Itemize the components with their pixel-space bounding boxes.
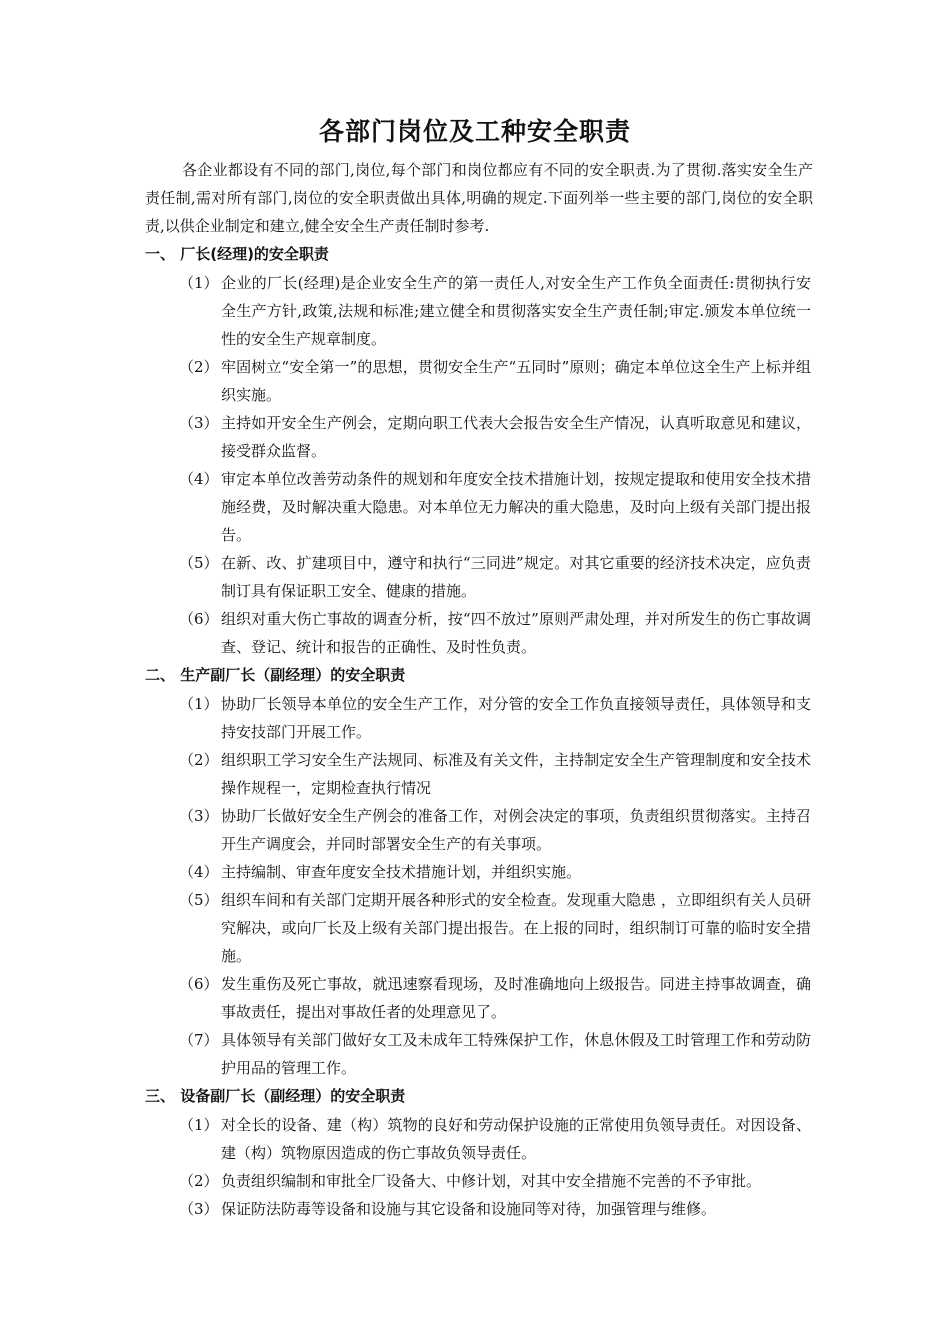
list-item [145, 353, 815, 409]
list-item [145, 269, 815, 353]
item-text: 发生重伤及死亡事故，就迅速察看现场，及时准确地向上级报告。同进主持事故调查，确事故责任，提出对事故任者的处理意见了。 [221, 975, 811, 1021]
document-title: 各部门岗位及工种安全职责 [318, 117, 631, 146]
item-text: 组织职工学习安全生产法规同、标准及有关文件，主持制定安全生产管理制度和安全技术操作规程一，定期检查执行情况 [221, 751, 811, 797]
item-number: （6） [179, 610, 219, 628]
list-item [145, 1111, 815, 1167]
document-body [145, 240, 815, 1223]
item-number: （1） [179, 695, 219, 713]
list-item [145, 690, 815, 746]
item-text: 组织对重大伤亡事故的调查分析，按“四不放过”原则严肃处理，并对所发生的伤亡事故调查、登记、统计和报告的正确性、及时性负责。 [221, 610, 811, 656]
section-heading: 一、 厂长(经理)的安全职责 [145, 245, 329, 263]
list-item [145, 970, 815, 1026]
intro-paragraph: 各企业都设有不同的部门,岗位,每个部门和岗位都应有不同的安全职责.为了贯彻.落实安全生产责任制,需对所有部门,岗位的安全职责做出具体,明确的规定.下面列举一些主要的部门,岗位的安全职责,以供企业制定和建立,健全安全生产责任制时参考. [145, 161, 813, 235]
item-text: 协助厂长做好安全生产例会的准备工作，对例会决定的事项，负责组织贯彻落实。主持召开生产调度会，并同时部署安全生产的有关事项。 [221, 807, 811, 853]
list-item [145, 886, 815, 970]
item-text: 保证防法防毒等设备和设施与其它设备和设施同等对待，加强管理与维修。 [221, 1200, 717, 1218]
item-text: 协助厂长领导本单位的安全生产工作，对分管的安全工作负直接领导责任，具体领导和支持安技部门开展工作。 [221, 695, 811, 741]
item-number: （2） [179, 751, 219, 769]
item-number: （4） [179, 863, 219, 881]
item-number: （7） [179, 1031, 219, 1049]
list-item [145, 1167, 815, 1195]
section-factory-director [145, 240, 815, 661]
item-number: （5） [179, 891, 219, 909]
list-item [145, 465, 815, 549]
item-text: 负责组织编制和审批全厂设备大、中修计划，对其中安全措施不完善的不予审批。 [221, 1172, 762, 1190]
item-text: 企业的厂长(经理)是企业安全生产的第一责任人,对安全生产工作负全面责任:贯彻执行安全生产方针,政策,法规和标准;建立健全和贯彻落实安全生产责任制;审定.颁发本单位统一性的安全生产规章制度。 [221, 274, 811, 348]
section-production-deputy [145, 661, 815, 1082]
list-item [145, 605, 815, 661]
item-number: （4） [179, 470, 219, 488]
item-number: （5） [179, 554, 219, 572]
list-item [145, 409, 815, 465]
list-item [145, 802, 815, 858]
section-equipment-deputy [145, 1082, 815, 1223]
item-number: （6） [179, 975, 219, 993]
list-item [145, 549, 815, 605]
item-number: （3） [179, 807, 219, 825]
section-heading: 三、 设备副厂长（副经理）的安全职责 [145, 1087, 406, 1105]
item-text: 主持编制、审查年度安全技术措施计划，并组织实施。 [221, 863, 582, 881]
item-text: 在新、改、扩建项目中，遵守和执行“三同进”规定。对其它重要的经济技术决定，应负责制订具有保证职工安全、健康的措施。 [221, 554, 811, 600]
item-text: 对全长的设备、建（构）筑物的良好和劳动保护设施的正常使用负领导责任。对因设备、建（构）筑物原因造成的伤亡事故负领导责任。 [221, 1116, 811, 1162]
item-number: （2） [179, 358, 219, 376]
item-text: 具体领导有关部门做好女工及未成年工特殊保护工作，休息休假及工时管理工作和劳动防护用品的管理工作。 [221, 1031, 811, 1077]
list-item [145, 858, 815, 886]
list-item [145, 1026, 815, 1082]
list-item [145, 746, 815, 802]
item-text: 组织车间和有关部门定期开展各种形式的安全检查。发现重大隐患 ，立即组织有关人员研究解决，或向厂长及上级有关部门提出报告。在上报的同时，组织制订可靠的临时安全措施。 [221, 891, 811, 965]
item-text: 主持如开安全生产例会，定期向职工代表大会报告安全生产情况，认真听取意见和建议，接受群众监督。 [221, 414, 811, 460]
item-number: （3） [179, 1200, 219, 1218]
list-item [145, 1195, 815, 1223]
item-text: 审定本单位改善劳动条件的规划和年度安全技术措施计划，按规定提取和使用安全技术措施经费，及时解决重大隐患。对本单位无力解决的重大隐患，及时向上级有关部门提出报告。 [221, 470, 811, 544]
item-number: （1） [179, 274, 219, 292]
section-heading: 二、 生产副厂长（副经理）的安全职责 [145, 666, 406, 684]
item-number: （3） [179, 414, 219, 432]
item-number: （2） [179, 1172, 219, 1190]
item-text: 牢固树立“安全第一”的思想，贯彻安全生产“五同时”原则；确定本单位这全生产上标并组织实施。 [221, 358, 811, 404]
item-number: （1） [179, 1116, 219, 1134]
